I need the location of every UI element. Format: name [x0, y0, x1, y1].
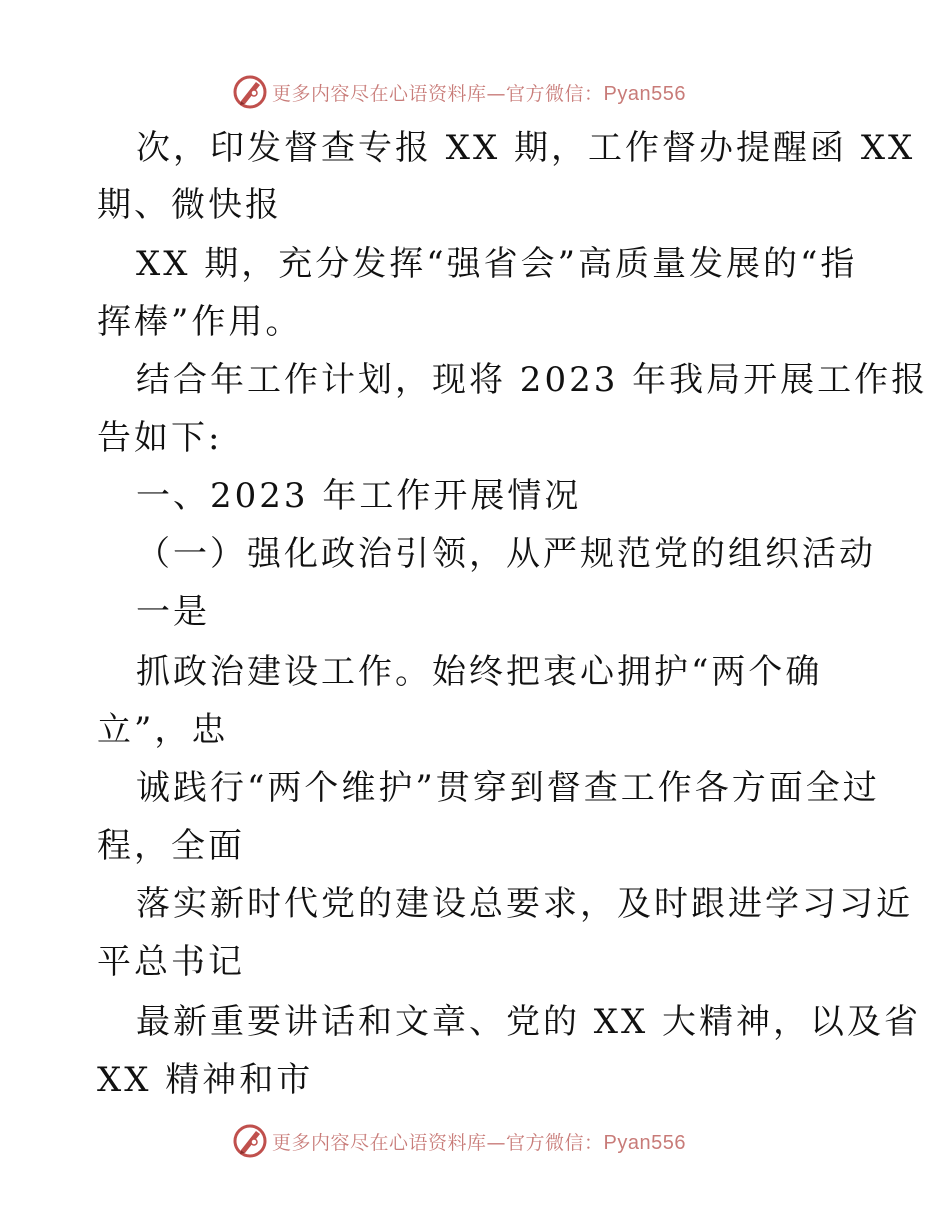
text-line: 程，全面: [97, 826, 245, 866]
watermark-separator: —: [486, 82, 507, 105]
watermark-text-latin: Pyan556: [603, 82, 686, 105]
text-line: 结合年工作计划，现将 2023 年我局开展工作报: [136, 360, 929, 400]
watermark-text-cn2: 官方微信：: [506, 82, 604, 105]
watermark-text-cn: 更多内容尽在心语资料库: [272, 1131, 487, 1154]
pen-circle-logo-icon: [232, 74, 268, 110]
header-watermark: [232, 72, 686, 112]
text-line: 立”，忠: [97, 710, 229, 750]
text-line: 一是: [136, 592, 210, 632]
text-line: 最新重要讲话和文章、党的 XX 大精神，以及省: [136, 1002, 922, 1042]
subsection-heading: （一）强化政治引领，从严规范党的组织活动: [136, 534, 876, 574]
watermark-text-latin: Pyan556: [603, 1131, 686, 1154]
watermark-text-cn: 更多内容尽在心语资料库: [272, 82, 487, 105]
text-line: 平总书记: [97, 942, 245, 982]
text-line: XX 期，充分发挥“强省会”高质量发展的“指: [136, 244, 858, 284]
section-heading: 一、2023 年工作开展情况: [136, 476, 582, 516]
watermark-text: [272, 1128, 686, 1155]
text-line: 落实新时代党的建设总要求，及时跟进学习习近: [136, 884, 913, 924]
text-line: 挥棒”作用。: [97, 302, 303, 342]
text-line: 次，印发督查专报 XX 期，工作督办提醒函 XX: [136, 128, 916, 168]
text-line: 告如下:: [97, 418, 223, 458]
watermark-text-cn2: 官方微信：: [506, 1131, 604, 1154]
footer-watermark: [232, 1121, 686, 1161]
text-line: 抓政治建设工作。始终把衷心拥护“两个确: [136, 652, 823, 692]
text-line: 诚践行“两个维护”贯穿到督查工作各方面全过: [136, 768, 880, 808]
watermark-text: [272, 79, 686, 106]
pen-circle-logo-icon: [232, 1123, 268, 1159]
watermark-separator: —: [486, 1131, 507, 1154]
text-line: 期、微快报: [97, 185, 282, 225]
text-line: XX 精神和市: [97, 1060, 314, 1100]
